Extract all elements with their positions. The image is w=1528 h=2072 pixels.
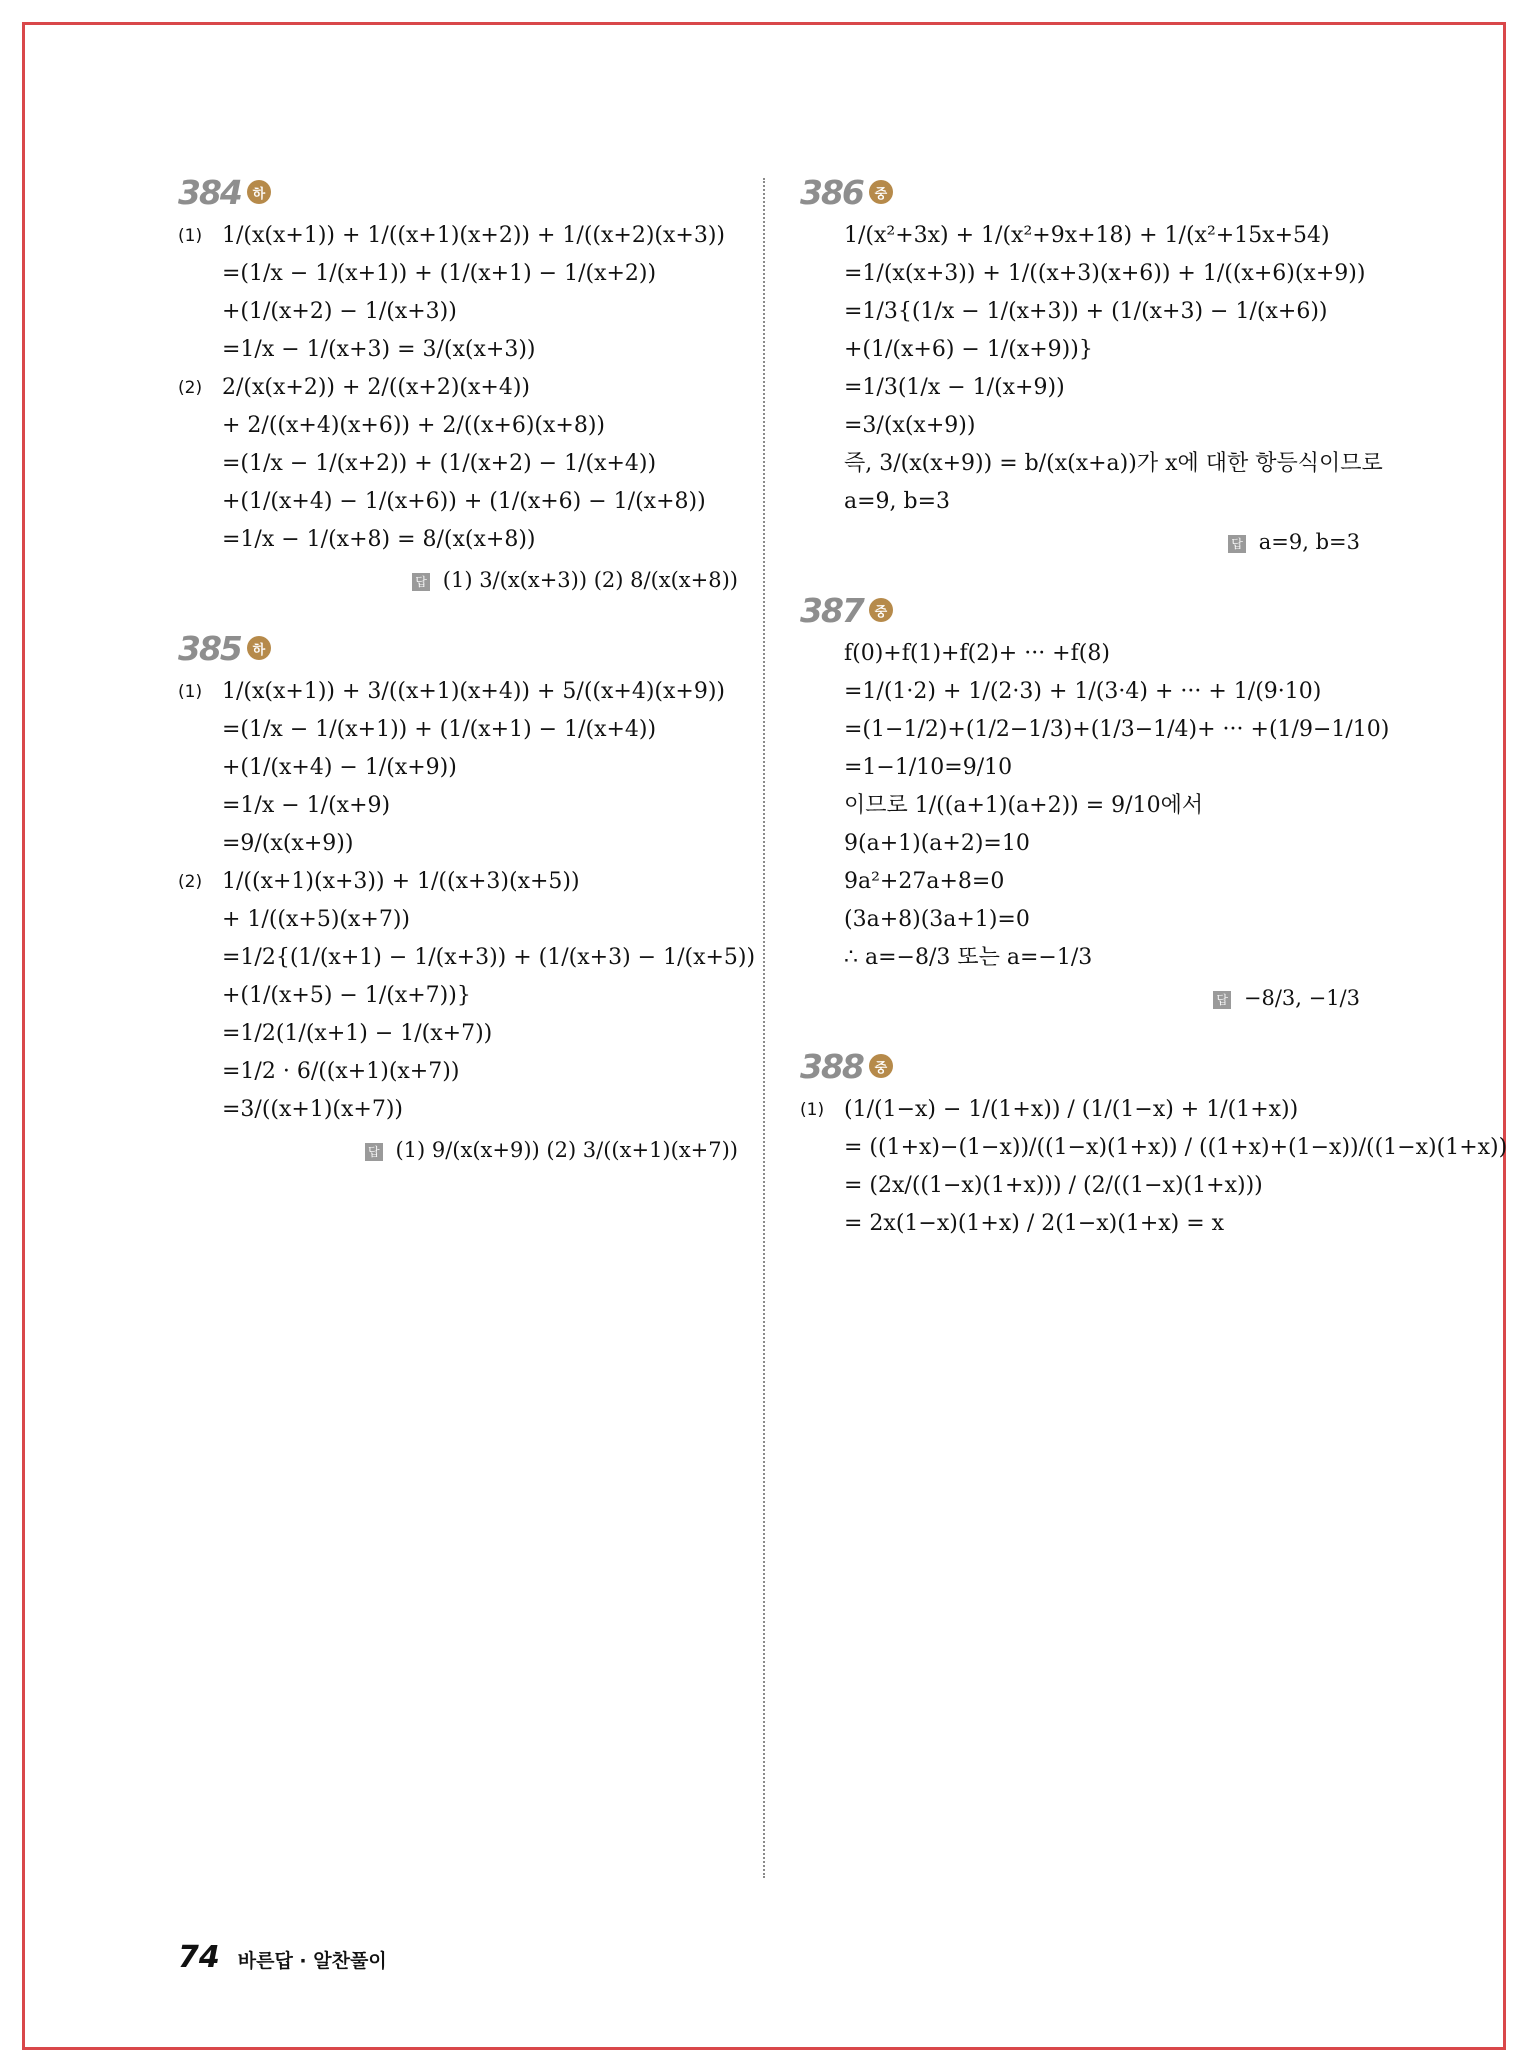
answer-line — [178, 568, 738, 592]
math-line — [800, 220, 1360, 252]
answer-icon: 답 — [1213, 991, 1231, 1009]
math-line — [178, 790, 738, 822]
solution-lines — [800, 220, 1383, 518]
math-expression: (3a+8)(3a+1)=0 — [844, 907, 1030, 932]
math-line — [178, 980, 738, 1012]
math-line — [178, 752, 738, 784]
math-line — [178, 866, 738, 898]
math-expression: =1/3(1/x − 1/(x+9)) — [844, 375, 1065, 400]
problem-386 — [800, 172, 1383, 554]
math-line — [178, 486, 738, 518]
math-line — [800, 410, 1360, 442]
difficulty-badge: 하 — [247, 180, 271, 204]
problem-number: 384 — [178, 172, 241, 212]
math-expression: +(1/(x+2) − 1/(x+3)) — [222, 299, 457, 324]
math-expression: =(1−1/2)+(1/2−1/3)+(1/3−1/4)+ ··· +(1/9−1/10) — [844, 717, 1390, 742]
math-line — [800, 714, 1390, 746]
math-line — [800, 790, 1360, 822]
math-line — [800, 866, 1360, 898]
math-expression: = (2x/((1−x)(1+x))) / (2/((1−x)(1+x))) — [844, 1173, 1263, 1198]
math-expression: 1/(x(x+1)) + 1/((x+1)(x+2)) + 1/((x+2)(x+3)) — [222, 223, 725, 248]
problem-388 — [800, 1046, 1508, 1240]
math-line — [800, 258, 1366, 290]
math-expression: ∴ a=−8/3 또는 a=−1/3 — [844, 945, 1093, 970]
math-line — [800, 334, 1360, 366]
math-line — [800, 638, 1360, 670]
math-expression: =1/x − 1/(x+9) — [222, 793, 391, 818]
subpart-label: (1) — [178, 682, 203, 702]
math-line — [178, 1094, 738, 1126]
answer-text: a=9, b=3 — [1258, 530, 1360, 554]
answer-line — [800, 986, 1360, 1010]
math-line — [800, 942, 1360, 974]
math-line — [800, 1170, 1360, 1202]
math-expression: =1/2(1/(x+1) − 1/(x+7)) — [222, 1021, 493, 1046]
left-column — [178, 172, 756, 1198]
math-line — [178, 296, 738, 328]
math-line — [178, 676, 738, 708]
math-expression: + 1/((x+5)(x+7)) — [222, 907, 411, 932]
math-line — [178, 1018, 738, 1050]
math-expression: +(1/(x+4) − 1/(x+6)) + (1/(x+6) − 1/(x+8)) — [222, 489, 706, 514]
math-line — [800, 372, 1360, 404]
solution-lines — [178, 220, 738, 556]
math-expression: =(1/x − 1/(x+2)) + (1/(x+2) − 1/(x+4)) — [222, 451, 657, 476]
math-expression: = ((1+x)−(1−x))/((1−x)(1+x)) / ((1+x)+(1−x))/((1−x)(1+x)) — [844, 1135, 1508, 1160]
solution-lines — [178, 676, 756, 1126]
math-line — [178, 334, 738, 366]
right-column — [800, 172, 1508, 1276]
math-expression: =1/2{(1/(x+1) − 1/(x+3)) + (1/(x+3) − 1/(x+5)) — [222, 945, 756, 970]
math-line — [178, 258, 738, 290]
answer-text: (1) 3/(x(x+3)) (2) 8/(x(x+8)) — [442, 568, 738, 592]
math-line — [178, 410, 738, 442]
answer-text: −8/3, −1/3 — [1243, 986, 1360, 1010]
math-expression: =1/x − 1/(x+8) = 8/(x(x+8)) — [222, 527, 536, 552]
answer-icon: 답 — [365, 1143, 383, 1161]
math-expression: 이므로 1/((a+1)(a+2)) = 9/10에서 — [844, 793, 1204, 818]
math-expression: f(0)+f(1)+f(2)+ ··· +f(8) — [844, 641, 1110, 666]
answer-text: (1) 9/(x(x+9)) (2) 3/((x+1)(x+7)) — [395, 1138, 738, 1162]
problem-header — [800, 1046, 1360, 1086]
math-expression: 즉, 3/(x(x+9)) = b/(x(x+a))가 x에 대한 항등식이므로 — [844, 451, 1383, 476]
math-line — [800, 296, 1360, 328]
math-expression: =(1/x − 1/(x+1)) + (1/(x+1) − 1/(x+4)) — [222, 717, 657, 742]
math-line — [800, 448, 1383, 480]
page-number: 74 — [178, 1940, 220, 1975]
difficulty-badge: 중 — [869, 1054, 893, 1078]
math-expression: 1/(x(x+1)) + 3/((x+1)(x+4)) + 5/((x+4)(x+9)) — [222, 679, 725, 704]
math-expression: = 2x(1−x)(1+x) / 2(1−x)(1+x) = x — [844, 1211, 1225, 1236]
math-line — [800, 1132, 1508, 1164]
difficulty-badge: 중 — [869, 180, 893, 204]
math-expression: =1/(1·2) + 1/(2·3) + 1/(3·4) + ··· + 1/(9·10) — [844, 679, 1322, 704]
math-expression: =1−1/10=9/10 — [844, 755, 1013, 780]
column-divider — [763, 178, 765, 1878]
math-expression: 9a²+27a+8=0 — [844, 869, 1005, 894]
math-expression: 9(a+1)(a+2)=10 — [844, 831, 1030, 856]
problem-number: 386 — [800, 172, 863, 212]
math-expression: a=9, b=3 — [844, 489, 951, 514]
math-line — [800, 752, 1360, 784]
math-expression: + 2/((x+4)(x+6)) + 2/((x+6)(x+8)) — [222, 413, 606, 438]
math-expression: =1/2 · 6/((x+1)(x+7)) — [222, 1059, 460, 1084]
math-expression: =9/(x(x+9)) — [222, 831, 354, 856]
math-expression: (1/(1−x) − 1/(1+x)) / (1/(1−x) + 1/(1+x)) — [844, 1097, 1299, 1122]
math-expression: =1/(x(x+3)) + 1/((x+3)(x+6)) + 1/((x+6)(x+9)) — [844, 261, 1366, 286]
math-line — [800, 904, 1360, 936]
book-title: 바른답 · 알찬풀이 — [237, 1950, 387, 1972]
math-line — [800, 828, 1360, 860]
math-expression: =(1/x − 1/(x+1)) + (1/(x+1) − 1/(x+2)) — [222, 261, 657, 286]
math-line — [178, 372, 738, 404]
math-line — [800, 1208, 1360, 1240]
problem-number: 385 — [178, 628, 241, 668]
subpart-label: (2) — [178, 872, 203, 892]
problem-387 — [800, 590, 1390, 1010]
subpart-label: (1) — [800, 1100, 825, 1120]
math-line — [178, 942, 756, 974]
difficulty-badge: 하 — [247, 636, 271, 660]
math-expression: =1/x − 1/(x+3) = 3/(x(x+3)) — [222, 337, 536, 362]
problem-header — [800, 172, 1360, 212]
math-expression: +(1/(x+4) − 1/(x+9)) — [222, 755, 457, 780]
math-expression: =3/((x+1)(x+7)) — [222, 1097, 404, 1122]
page-footer — [178, 1940, 387, 1975]
math-expression: 1/(x²+3x) + 1/(x²+9x+18) + 1/(x²+15x+54) — [844, 223, 1330, 248]
math-line — [178, 524, 738, 556]
answer-line — [178, 1138, 738, 1162]
math-line — [178, 448, 738, 480]
problem-header — [800, 590, 1360, 630]
math-line — [800, 676, 1360, 708]
math-line — [178, 220, 738, 252]
solution-lines — [800, 1094, 1508, 1240]
math-expression: 2/(x(x+2)) + 2/((x+2)(x+4)) — [222, 375, 530, 400]
math-line — [178, 714, 738, 746]
math-expression: =3/(x(x+9)) — [844, 413, 976, 438]
math-expression: 1/((x+1)(x+3)) + 1/((x+3)(x+5)) — [222, 869, 580, 894]
math-line — [178, 904, 738, 936]
math-line — [178, 1056, 738, 1088]
problem-header — [178, 628, 738, 668]
answer-icon: 답 — [412, 573, 430, 591]
subpart-label: (2) — [178, 378, 203, 398]
problem-header — [178, 172, 738, 212]
math-line — [800, 1094, 1360, 1126]
answer-icon: 답 — [1228, 535, 1246, 553]
math-expression: +(1/(x+5) − 1/(x+7))} — [222, 983, 471, 1008]
problem-number: 388 — [800, 1046, 863, 1086]
problem-384 — [178, 172, 738, 592]
subpart-label: (1) — [178, 226, 203, 246]
problem-number: 387 — [800, 590, 863, 630]
math-expression: +(1/(x+6) − 1/(x+9))} — [844, 337, 1093, 362]
answer-line — [800, 530, 1360, 554]
math-line — [800, 486, 1360, 518]
math-line — [178, 828, 738, 860]
problem-385 — [178, 628, 756, 1162]
math-expression: =1/3{(1/x − 1/(x+3)) + (1/(x+3) − 1/(x+6)) — [844, 299, 1328, 324]
solution-lines — [800, 638, 1390, 974]
difficulty-badge: 중 — [869, 598, 893, 622]
